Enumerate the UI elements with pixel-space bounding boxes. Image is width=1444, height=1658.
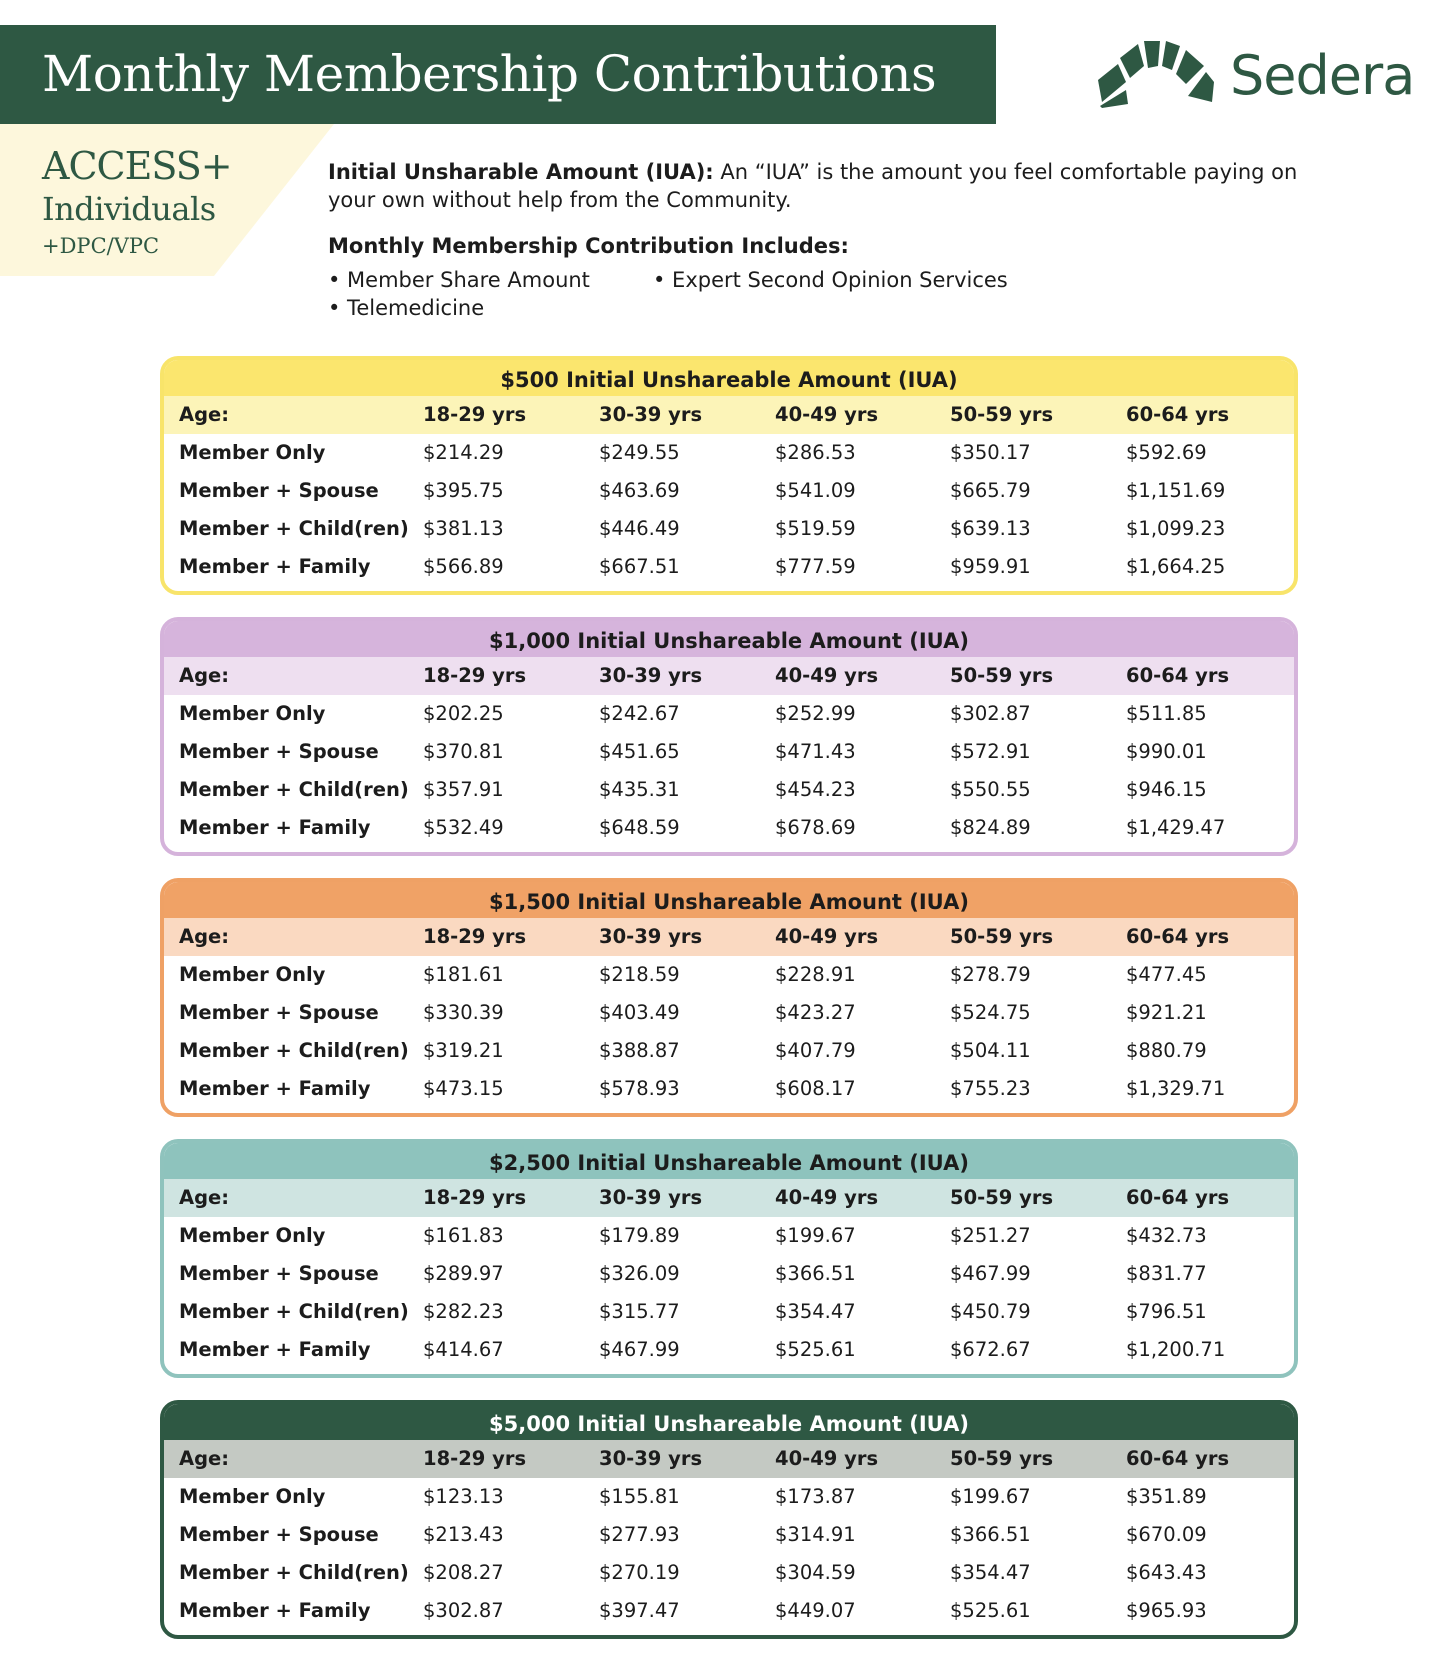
price-cell: $578.93: [599, 1077, 680, 1100]
price-cell: $467.99: [950, 1262, 1031, 1285]
price-cell: $525.61: [775, 1338, 856, 1361]
price-cell: $965.93: [1126, 1599, 1207, 1622]
row-label: Member + Family: [179, 1077, 371, 1100]
price-cell: $1,151.69: [1126, 479, 1226, 502]
column-header: 40-49 yrs: [775, 664, 879, 687]
table-row: [164, 809, 1294, 847]
price-cell: $388.87: [599, 1039, 680, 1062]
iua-table-500: [160, 356, 1298, 595]
price-cell: $414.67: [423, 1338, 504, 1361]
table-row: [164, 510, 1294, 548]
iua-definition: [328, 158, 1328, 214]
price-cell: $921.21: [1126, 1001, 1207, 1024]
table-row: [164, 1293, 1294, 1331]
price-cell: $395.75: [423, 479, 504, 502]
price-cell: $504.11: [950, 1039, 1031, 1062]
price-cell: $199.67: [775, 1224, 856, 1247]
price-cell: $302.87: [950, 702, 1031, 725]
plan-badge: [0, 124, 340, 276]
includes-list: [328, 266, 1328, 324]
iua-table-2500: [160, 1139, 1298, 1378]
table-row: [164, 733, 1294, 771]
price-cell: $672.67: [950, 1338, 1031, 1361]
table-row: [164, 1032, 1294, 1070]
iua-definition-text: An “IUA” is the amount you feel comfortable paying on your own without help from the Community.: [328, 160, 1298, 212]
price-cell: $525.61: [950, 1599, 1031, 1622]
price-cell: $511.85: [1126, 702, 1207, 725]
price-cell: $366.51: [950, 1523, 1031, 1546]
table-title: $5,000 Initial Unshareable Amount (IUA): [164, 1404, 1294, 1440]
table-header-row: [164, 657, 1294, 695]
price-cell: $286.53: [775, 441, 856, 464]
price-cell: $397.47: [599, 1599, 680, 1622]
table-header-row: [164, 918, 1294, 956]
row-label: Member + Family: [179, 555, 371, 578]
price-cell: $566.89: [423, 555, 504, 578]
price-cell: $777.59: [775, 555, 856, 578]
brand-logo: [1096, 36, 1426, 116]
column-header: 50-59 yrs: [950, 925, 1054, 948]
plan-audience: Individuals: [42, 190, 216, 228]
price-cell: $755.23: [950, 1077, 1031, 1100]
price-cell: $304.59: [775, 1561, 856, 1584]
age-label: Age:: [179, 925, 230, 948]
price-cell: $251.27: [950, 1224, 1031, 1247]
price-cell: $1,099.23: [1126, 517, 1226, 540]
column-header: 30-39 yrs: [599, 403, 703, 426]
price-cell: $302.87: [423, 1599, 504, 1622]
row-label: Member + Spouse: [179, 1262, 379, 1285]
price-cell: $450.79: [950, 1300, 1031, 1323]
page-title: Monthly Membership Contributions: [0, 25, 996, 124]
price-cell: $796.51: [1126, 1300, 1207, 1323]
price-cell: $946.15: [1126, 778, 1207, 801]
row-label: Member Only: [179, 1224, 326, 1247]
includes-title: Monthly Membership Contribution Includes:: [328, 234, 849, 258]
table-row: [164, 472, 1294, 510]
price-cell: $330.39: [423, 1001, 504, 1024]
row-label: Member + Child(ren): [179, 517, 409, 540]
table-row: [164, 1070, 1294, 1108]
price-cell: $270.19: [599, 1561, 680, 1584]
price-cell: $252.99: [775, 702, 856, 725]
sunrise-arch-icon: [1096, 36, 1216, 116]
price-cell: $532.49: [423, 816, 504, 839]
age-label: Age:: [179, 1186, 230, 1209]
row-label: Member + Child(ren): [179, 778, 409, 801]
price-cell: $407.79: [775, 1039, 856, 1062]
table-header-row: [164, 1179, 1294, 1217]
row-label: Member Only: [179, 702, 326, 725]
column-header: 30-39 yrs: [599, 1447, 703, 1470]
price-cell: $524.75: [950, 1001, 1031, 1024]
column-header: 50-59 yrs: [950, 1447, 1054, 1470]
price-cell: $278.79: [950, 963, 1031, 986]
price-cell: $214.29: [423, 441, 504, 464]
table-row: [164, 1554, 1294, 1592]
price-cell: $314.91: [775, 1523, 856, 1546]
price-cell: $326.09: [599, 1262, 680, 1285]
price-cell: $208.27: [423, 1561, 504, 1584]
column-header: 18-29 yrs: [423, 1447, 527, 1470]
price-cell: $643.43: [1126, 1561, 1207, 1584]
column-header: 50-59 yrs: [950, 1186, 1054, 1209]
row-label: Member + Child(ren): [179, 1039, 409, 1062]
column-header: 60-64 yrs: [1126, 403, 1230, 426]
price-cell: $639.13: [950, 517, 1031, 540]
brand-name: Sedera: [1230, 44, 1415, 107]
price-cell: $199.67: [950, 1485, 1031, 1508]
table-row: [164, 994, 1294, 1032]
price-cell: $451.65: [599, 740, 680, 763]
plan-name: ACCESS+: [42, 144, 232, 188]
price-cell: $155.81: [599, 1485, 680, 1508]
table-row: [164, 1331, 1294, 1369]
price-cell: $357.91: [423, 778, 504, 801]
column-header: 40-49 yrs: [775, 1186, 879, 1209]
row-label: Member + Spouse: [179, 1001, 379, 1024]
column-header: 30-39 yrs: [599, 664, 703, 687]
price-cell: $667.51: [599, 555, 680, 578]
price-cell: $354.47: [950, 1561, 1031, 1584]
price-cell: $123.13: [423, 1485, 504, 1508]
price-cell: $959.91: [950, 555, 1031, 578]
table-title: $2,500 Initial Unshareable Amount (IUA): [164, 1143, 1294, 1179]
column-header: 60-64 yrs: [1126, 1186, 1230, 1209]
price-cell: $213.43: [423, 1523, 504, 1546]
price-cell: $608.17: [775, 1077, 856, 1100]
column-header: 30-39 yrs: [599, 925, 703, 948]
age-label: Age:: [179, 1447, 230, 1470]
row-label: Member + Child(ren): [179, 1300, 409, 1323]
list-item: • Expert Second Opinion Services: [653, 268, 1008, 292]
row-label: Member + Family: [179, 1599, 371, 1622]
price-cell: $289.97: [423, 1262, 504, 1285]
price-cell: $477.45: [1126, 963, 1207, 986]
iua-table-1000: [160, 617, 1298, 856]
price-cell: $435.31: [599, 778, 680, 801]
price-cell: $541.09: [775, 479, 856, 502]
column-header: 18-29 yrs: [423, 925, 527, 948]
column-header: 40-49 yrs: [775, 1447, 879, 1470]
price-cell: $354.47: [775, 1300, 856, 1323]
price-cell: $449.07: [775, 1599, 856, 1622]
age-label: Age:: [179, 403, 230, 426]
price-cell: $218.59: [599, 963, 680, 986]
price-cell: $572.91: [950, 740, 1031, 763]
price-cell: $350.17: [950, 441, 1031, 464]
table-title: $1,000 Initial Unshareable Amount (IUA): [164, 621, 1294, 657]
row-label: Member + Spouse: [179, 1523, 379, 1546]
price-cell: $831.77: [1126, 1262, 1207, 1285]
iua-table-5000: [160, 1400, 1298, 1639]
list-item: • Member Share Amount: [328, 268, 590, 292]
table-title: $500 Initial Unshareable Amount (IUA): [164, 360, 1294, 396]
table-row: [164, 771, 1294, 809]
price-cell: $519.59: [775, 517, 856, 540]
table-row: [164, 1592, 1294, 1630]
table-row: [164, 434, 1294, 472]
price-cell: $1,664.25: [1126, 555, 1226, 578]
age-label: Age:: [179, 664, 230, 687]
price-cell: $1,329.71: [1126, 1077, 1226, 1100]
price-cell: $366.51: [775, 1262, 856, 1285]
price-cell: $648.59: [599, 816, 680, 839]
row-label: Member Only: [179, 963, 326, 986]
price-cell: $824.89: [950, 816, 1031, 839]
table-row: [164, 1478, 1294, 1516]
column-header: 30-39 yrs: [599, 1186, 703, 1209]
price-cell: $181.61: [423, 963, 504, 986]
iua-term: Initial Unsharable Amount (IUA):: [328, 160, 714, 184]
price-cell: $282.23: [423, 1300, 504, 1323]
price-cell: $242.67: [599, 702, 680, 725]
table-header-row: [164, 396, 1294, 434]
price-cell: $1,200.71: [1126, 1338, 1226, 1361]
price-cell: $467.99: [599, 1338, 680, 1361]
table-row: [164, 1217, 1294, 1255]
table-row: [164, 1516, 1294, 1554]
price-cell: $471.43: [775, 740, 856, 763]
price-cell: $161.83: [423, 1224, 504, 1247]
price-cell: $446.49: [599, 517, 680, 540]
column-header: 40-49 yrs: [775, 403, 879, 426]
table-row: [164, 1255, 1294, 1293]
column-header: 60-64 yrs: [1126, 1447, 1230, 1470]
table-row: [164, 956, 1294, 994]
price-cell: $432.73: [1126, 1224, 1207, 1247]
price-cell: $454.23: [775, 778, 856, 801]
price-cell: $277.93: [599, 1523, 680, 1546]
table-row: [164, 548, 1294, 586]
price-cell: $550.55: [950, 778, 1031, 801]
row-label: Member Only: [179, 1485, 326, 1508]
column-header: 40-49 yrs: [775, 925, 879, 948]
column-header: 18-29 yrs: [423, 403, 527, 426]
price-cell: $678.69: [775, 816, 856, 839]
price-cell: $315.77: [599, 1300, 680, 1323]
column-header: 60-64 yrs: [1126, 664, 1230, 687]
price-cell: $370.81: [423, 740, 504, 763]
price-cell: $463.69: [599, 479, 680, 502]
plan-note: +DPC/VPC: [42, 234, 160, 258]
row-label: Member + Spouse: [179, 479, 379, 502]
price-cell: $1,429.47: [1126, 816, 1226, 839]
price-cell: $473.15: [423, 1077, 504, 1100]
column-header: 50-59 yrs: [950, 403, 1054, 426]
price-cell: $880.79: [1126, 1039, 1207, 1062]
price-cell: $670.09: [1126, 1523, 1207, 1546]
price-cell: $249.55: [599, 441, 680, 464]
row-label: Member + Family: [179, 1338, 371, 1361]
price-cell: $228.91: [775, 963, 856, 986]
price-cell: $665.79: [950, 479, 1031, 502]
price-cell: $319.21: [423, 1039, 504, 1062]
column-header: 50-59 yrs: [950, 664, 1054, 687]
row-label: Member + Family: [179, 816, 371, 839]
price-cell: $423.27: [775, 1001, 856, 1024]
row-label: Member + Child(ren): [179, 1561, 409, 1584]
price-cell: $990.01: [1126, 740, 1207, 763]
iua-table-1500: [160, 878, 1298, 1117]
price-cell: $173.87: [775, 1485, 856, 1508]
row-label: Member Only: [179, 441, 326, 464]
table-title: $1,500 Initial Unshareable Amount (IUA): [164, 882, 1294, 918]
column-header: 18-29 yrs: [423, 1186, 527, 1209]
price-cell: $592.69: [1126, 441, 1207, 464]
price-cell: $202.25: [423, 702, 504, 725]
table-header-row: [164, 1440, 1294, 1478]
price-cell: $381.13: [423, 517, 504, 540]
price-cell: $179.89: [599, 1224, 680, 1247]
list-item: • Telemedicine: [328, 296, 485, 320]
price-cell: $403.49: [599, 1001, 680, 1024]
price-cell: $351.89: [1126, 1485, 1207, 1508]
column-header: 60-64 yrs: [1126, 925, 1230, 948]
table-row: [164, 695, 1294, 733]
column-header: 18-29 yrs: [423, 664, 527, 687]
row-label: Member + Spouse: [179, 740, 379, 763]
intro-section: [328, 158, 1328, 324]
